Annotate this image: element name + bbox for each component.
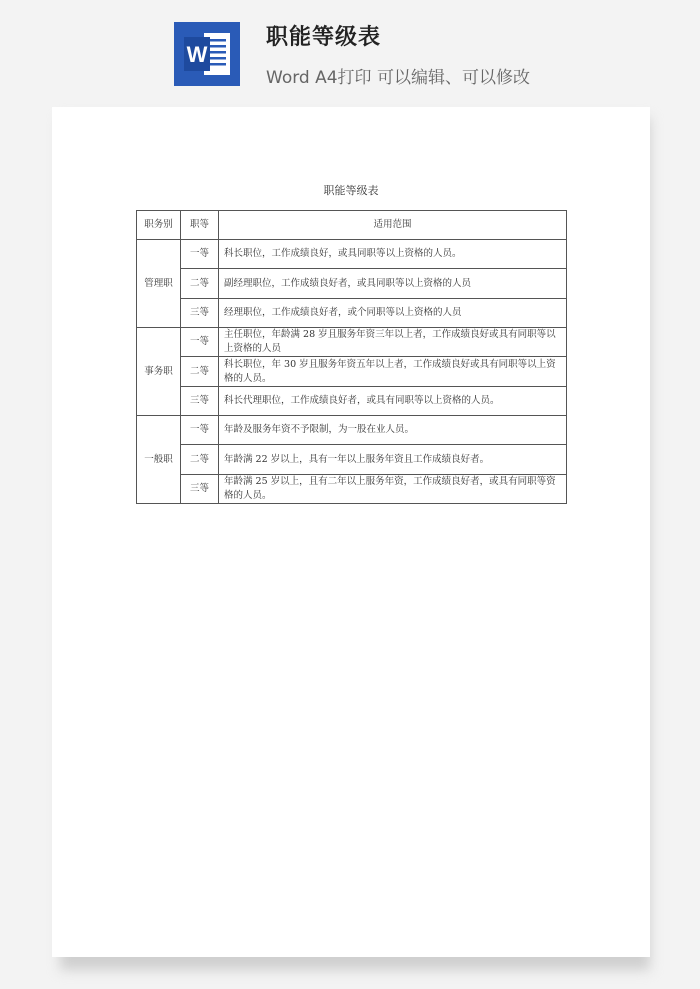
page-subtitle: Word A4打印 可以编辑、可以修改	[266, 68, 530, 88]
level-cell: 三等	[181, 475, 219, 504]
document-page	[52, 107, 650, 957]
scope-cell: 主任职位，年龄满 28 岁且服务年资三年以上者，工作成绩良好或具有同职等以上资格的人员	[219, 328, 567, 357]
column-header-scope: 适用范围	[219, 211, 567, 240]
word-icon-letter: W	[186, 42, 208, 67]
category-cell: 事务职	[137, 328, 181, 416]
level-cell: 一等	[181, 416, 219, 445]
scope-cell: 年龄及服务年资不予限制，为一股在业人员。	[219, 416, 567, 445]
table-row	[137, 357, 567, 387]
document-title: 职能等级表	[323, 184, 379, 197]
level-cell: 二等	[181, 269, 219, 299]
scope-cell: 年龄满 22 岁以上，具有一年以上服务年资且工作成绩良好者。	[219, 445, 567, 475]
scope-cell: 科长职位，工作成绩良好，或具同职等以上资格的人员。	[219, 240, 567, 269]
table-row	[137, 475, 567, 504]
grade-table	[136, 210, 567, 504]
category-cell: 一般职	[137, 416, 181, 504]
table-row	[137, 269, 567, 299]
level-cell: 三等	[181, 299, 219, 328]
table-row	[137, 240, 567, 269]
scope-cell: 科长代理职位，工作成绩良好者，或具有同职等以上资格的人员。	[219, 387, 567, 416]
table-row	[137, 299, 567, 328]
column-header-category: 职务别	[137, 211, 181, 240]
level-cell: 二等	[181, 445, 219, 475]
column-header-level: 职等	[181, 211, 219, 240]
level-cell: 一等	[181, 328, 219, 357]
table-row	[137, 387, 567, 416]
word-document-icon	[174, 22, 240, 86]
level-cell: 三等	[181, 387, 219, 416]
scope-cell: 科长职位，年 30 岁且服务年资五年以上者，工作成绩良好或具有同职等以上资格的人员。	[219, 357, 567, 387]
scope-cell: 经理职位，工作成绩良好者，或个同职等以上资格的人员	[219, 299, 567, 328]
page-title: 职能等级表	[266, 25, 382, 50]
table-row	[137, 328, 567, 357]
table-row	[137, 445, 567, 475]
table-row	[137, 416, 567, 445]
scope-cell: 年龄满 25 岁以上，且有二年以上服务年资，工作成绩良好者，或具有同职等资格的人员。	[219, 475, 567, 504]
level-cell: 一等	[181, 240, 219, 269]
scope-cell: 副经理职位，工作成绩良好者，或具同职等以上资格的人员	[219, 269, 567, 299]
level-cell: 二等	[181, 357, 219, 387]
page-header	[0, 0, 700, 100]
category-cell: 管理职	[137, 240, 181, 328]
table-header-row	[137, 211, 567, 240]
